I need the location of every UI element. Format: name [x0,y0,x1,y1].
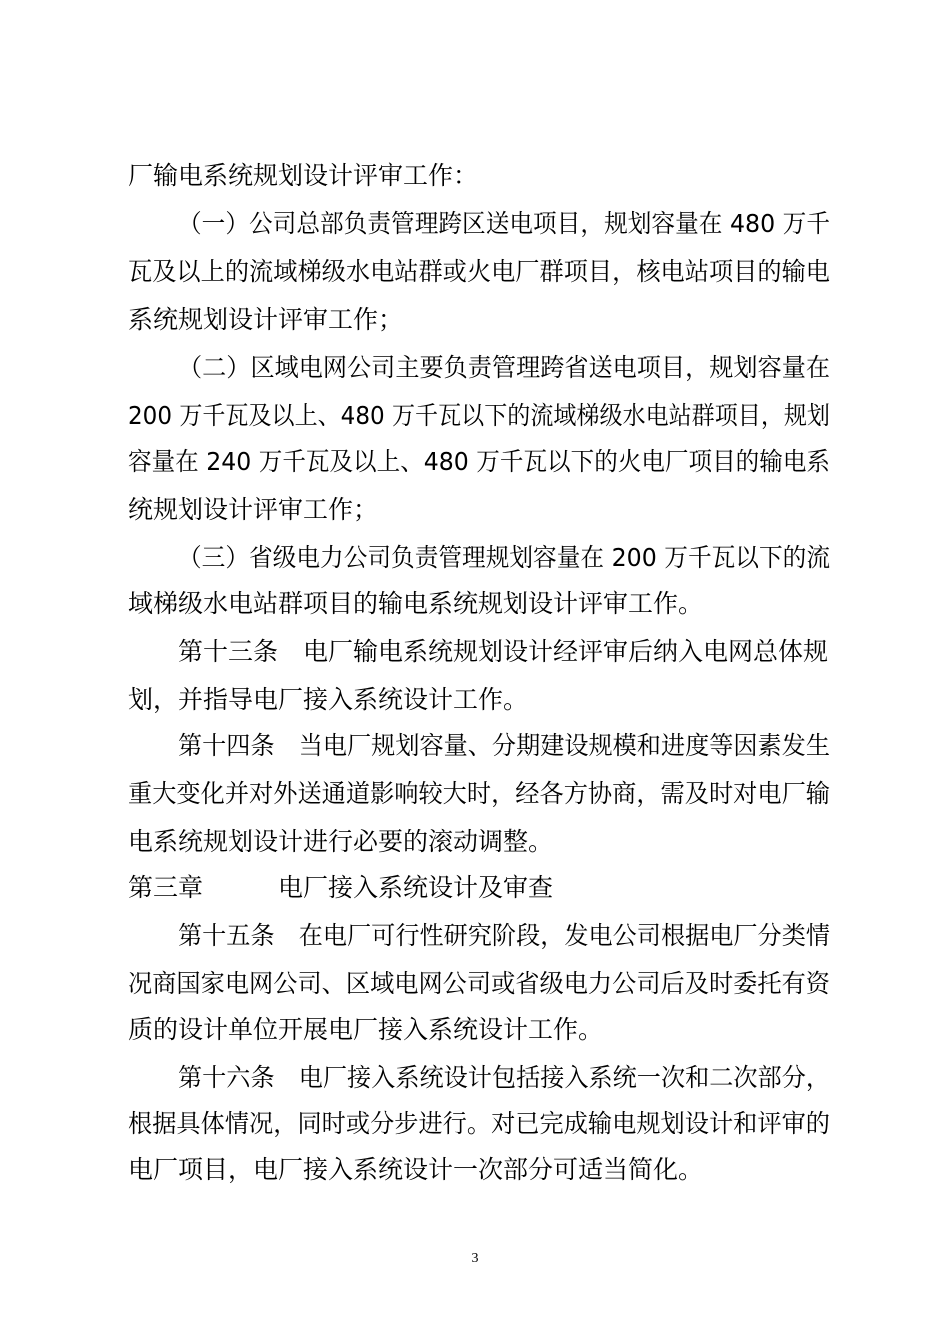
text-line [0,1058,950,1098]
text-line [0,1010,950,1050]
text-line [0,964,950,1004]
line-text: 根据具体情况，同时或分步进行。对已完成输电规划设计和评审的 [128,1109,830,1138]
text-line [0,632,950,672]
line-text: 容量在 240 万千瓦及以上、480 万千瓦以下的火电厂项目的输电系 [128,447,830,476]
text-line [0,1104,950,1144]
line-text: （二）区域电网公司主要负责管理跨省送电项目，规划容量在 [178,353,830,382]
chapter-heading [0,868,950,908]
page-number: 3 [471,1251,479,1266]
line-text: 划，并指导电厂接入系统设计工作。 [128,685,529,714]
text-line [0,916,950,956]
line-text: （三）省级电力公司负责管理规划容量在 200 万千瓦以下的流 [178,543,830,572]
line-text: 厂输电系统规划设计评审工作： [128,161,479,190]
text-line [0,300,950,340]
line-text: 电系统规划设计进行必要的滚动调整。 [128,827,554,856]
text-line [0,156,950,196]
text-line [0,442,950,482]
line-text: 质的设计单位开展电厂接入系统设计工作。 [128,1015,604,1044]
text-line [0,538,950,578]
text-line [0,348,950,388]
line-text: 瓦及以上的流域梯级水电站群或火电厂群项目，核电站项目的输电 [128,257,830,286]
line-text: 域梯级水电站群项目的输电系统规划设计评审工作。 [128,589,704,618]
line-text: 第十六条 电厂接入系统设计包括接入系统一次和二次部分， [178,1063,830,1092]
line-text: （一）公司总部负责管理跨区送电项目，规划容量在 480 万千 [178,209,830,238]
line-text: 第十五条 在电厂可行性研究阶段，发电公司根据电厂分类情 [178,921,830,950]
chapter-heading-text: 第三章 电厂接入系统设计及审查 [128,873,554,902]
text-line [0,680,950,720]
line-text: 况商国家电网公司、区域电网公司或省级电力公司后及时委托有资 [128,969,830,998]
line-text: 重大变化并对外送通道影响较大时，经各方协商，需及时对电厂输 [128,779,830,808]
text-line [0,726,950,766]
text-line [0,490,950,530]
line-text: 系统规划设计评审工作； [128,305,404,334]
line-text: 第十四条 当电厂规划容量、分期建设规模和进度等因素发生 [178,731,830,760]
text-line [0,396,950,436]
line-text: 电厂项目，电厂接入系统设计一次部分可适当简化。 [128,1155,704,1184]
text-line [0,584,950,624]
text-line [0,252,950,292]
line-text: 第十三条 电厂输电系统规划设计经评审后纳入电网总体规 [178,637,829,666]
text-line [0,822,950,862]
text-line [0,1150,950,1190]
line-text: 统规划设计评审工作； [128,495,379,524]
text-line [0,774,950,814]
text-line [0,204,950,244]
line-text: 200 万千瓦及以上、480 万千瓦以下的流域梯级水电站群项目，规划 [128,401,830,430]
